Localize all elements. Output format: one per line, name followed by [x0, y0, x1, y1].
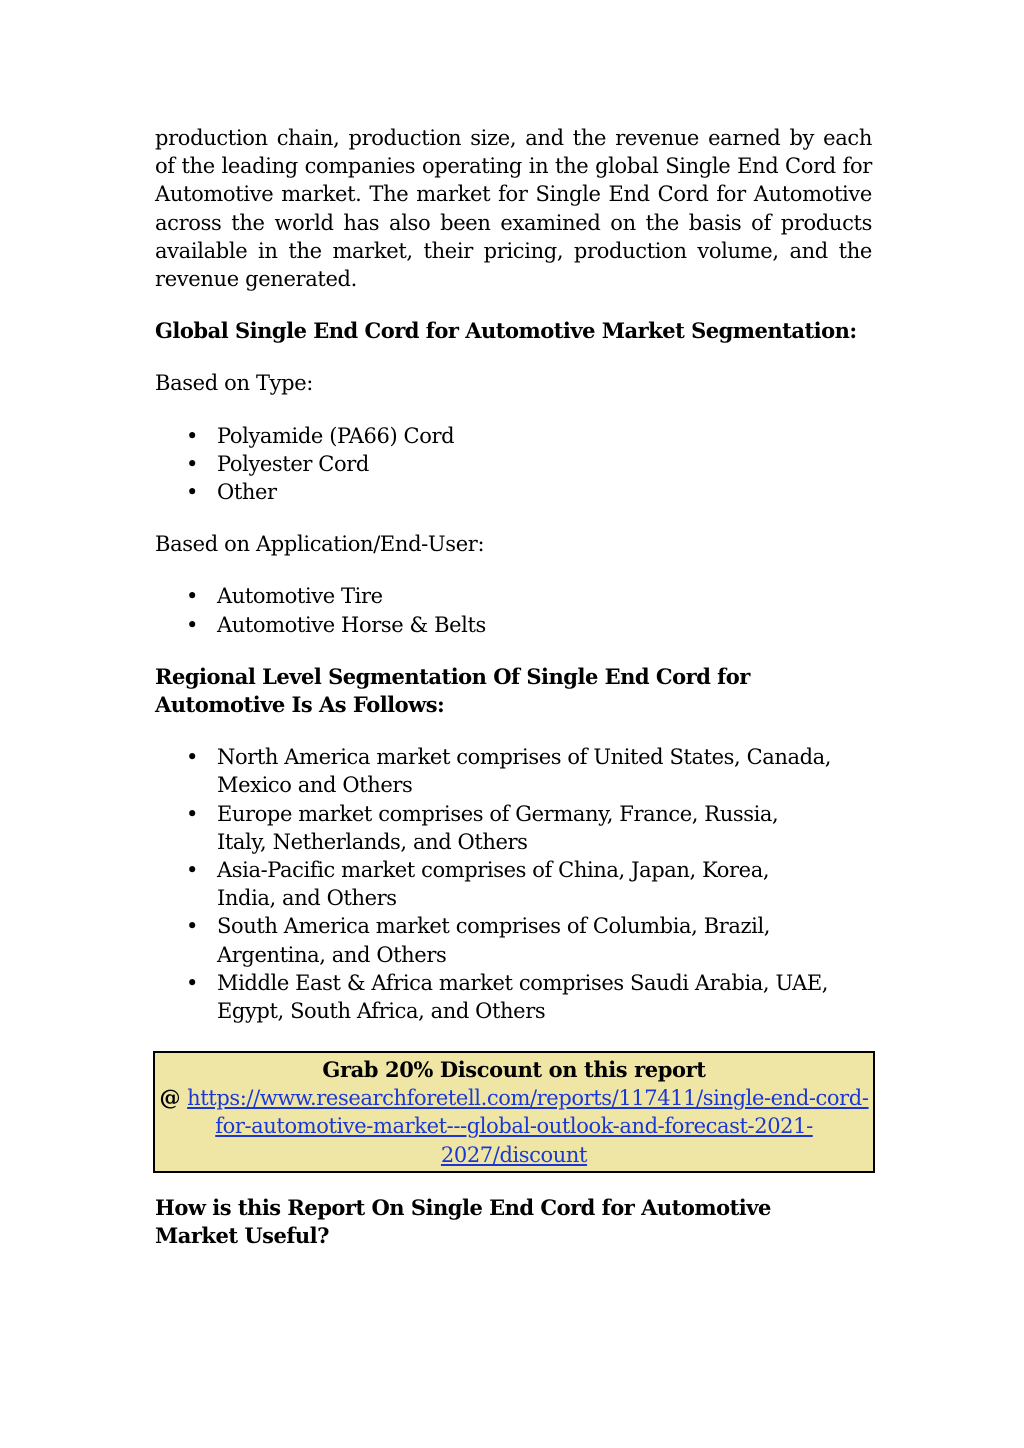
bullet-icon: •	[186, 480, 198, 505]
discount-callout	[153, 1051, 875, 1173]
list-item: • Automotive Tire	[155, 582, 872, 610]
list-item: • North America market comprises of United States, Canada, Mexico and Others	[186, 745, 832, 798]
list-item: • South America market comprises of Columbia, Brazil, Argentina, and Others	[186, 914, 771, 967]
segmentation-heading: Global Single End Cord for Automotive Market Segmentation:	[155, 318, 857, 344]
list-item: • Automotive Horse & Belts	[155, 611, 872, 639]
regional-list	[155, 743, 872, 1025]
list-item: • Middle East & Africa market comprises Saudi Arabia, UAE, Egypt, South Africa, and Others	[186, 970, 829, 1024]
type-label: Based on Type:	[155, 371, 314, 396]
bullet-icon: •	[186, 584, 198, 609]
at-sign: @	[159, 1085, 181, 1111]
list-item: • Other	[155, 478, 872, 506]
list-item: • Polyester Cord	[155, 450, 872, 478]
list-item: • Europe market comprises of Germany, France, Russia, Italy, Netherlands, and Others	[186, 801, 779, 854]
list-item: • Polyamide (PA66) Cord	[155, 422, 872, 450]
application-list	[155, 582, 872, 638]
regional-heading: Regional Level Segmentation Of Single End Cord for Automotive Is As Follows:	[155, 663, 750, 718]
list-item: • Asia-Pacific market comprises of China, Japan, Korea, India, and Others	[186, 858, 770, 911]
bullet-icon: •	[186, 451, 198, 476]
discount-link[interactable]: https://www.researchforetell.com/reports/117411/single-end-cord-for-automotive-market---global-outlook-and-forecast-2021-2027/discount	[187, 1086, 869, 1167]
discount-title: Grab 20% Discount on this report	[322, 1057, 706, 1082]
bullet-icon: •	[186, 914, 198, 939]
useful-heading: How is this Report On Single End Cord for Automotive Market Useful?	[155, 1195, 771, 1249]
bullet-icon: •	[186, 858, 198, 883]
bullet-icon: •	[186, 745, 198, 770]
application-label: Based on Application/End-User:	[155, 532, 485, 557]
bullet-icon: •	[186, 423, 198, 448]
type-list	[155, 422, 872, 507]
bullet-icon: •	[186, 970, 198, 995]
bullet-icon: •	[186, 612, 198, 637]
bullet-icon: •	[186, 801, 198, 826]
useful-section	[155, 1194, 855, 1250]
document-page	[155, 124, 872, 1025]
intro-paragraph: production chain, production size, and the revenue earned by each of the leading companies operating in the global Single End Cord for Automotive market. The market for Single End Cord for Automotive across the world has also been examined on the basis of products available in the market, their pricing, production volume, and the revenue generated.	[155, 126, 872, 292]
